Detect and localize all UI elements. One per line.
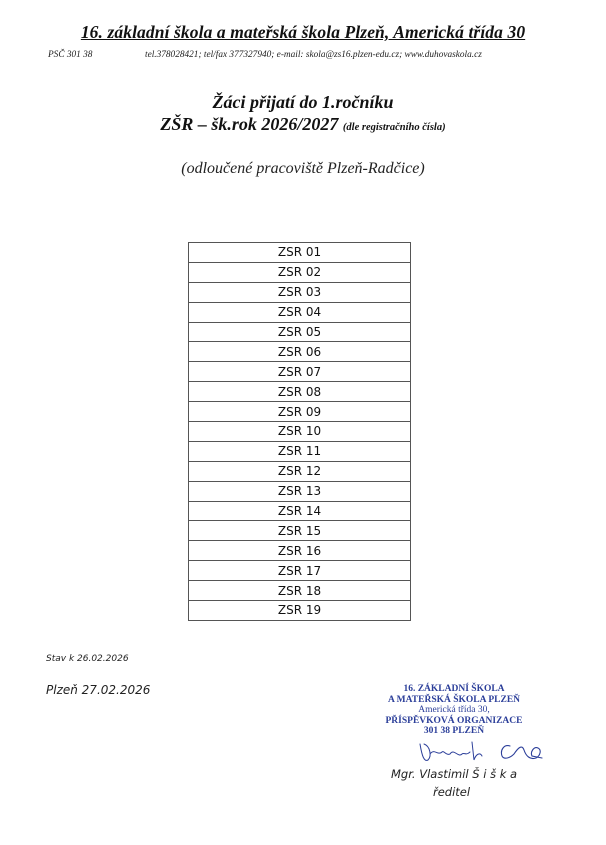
student-registration-number: ZSR 15 bbox=[189, 521, 411, 541]
school-psc: PSČ 301 38 bbox=[48, 50, 93, 60]
student-registration-number: ZSR 02 bbox=[189, 262, 411, 282]
table-row bbox=[189, 521, 411, 541]
stamp-line: Americká třída 30, bbox=[418, 705, 490, 715]
student-registration-number: ZSR 01 bbox=[189, 243, 411, 263]
document-subtitle-line bbox=[0, 114, 606, 135]
stamp-line: 16. ZÁKLADNÍ ŠKOLA bbox=[403, 684, 505, 694]
place-date: Plzeň 27.02.2026 bbox=[46, 683, 151, 697]
student-registration-number: ZSR 10 bbox=[189, 422, 411, 442]
table-row bbox=[189, 581, 411, 601]
table-row bbox=[189, 302, 411, 322]
student-registration-number: ZSR 06 bbox=[189, 342, 411, 362]
student-registration-number: ZSR 17 bbox=[189, 561, 411, 581]
student-registration-number: ZSR 13 bbox=[189, 481, 411, 501]
table-row bbox=[189, 282, 411, 302]
table-row bbox=[189, 382, 411, 402]
table-row bbox=[189, 601, 411, 621]
table-row bbox=[189, 262, 411, 282]
student-registration-number: ZSR 16 bbox=[189, 541, 411, 561]
status-date: Stav k 26.02.2026 bbox=[46, 654, 129, 664]
table-row bbox=[189, 342, 411, 362]
branch-location: (odloučené pracoviště Plzeň-Radčice) bbox=[181, 160, 425, 177]
table-row bbox=[189, 441, 411, 461]
table-row bbox=[189, 541, 411, 561]
signer-name: Mgr. Vlastimil Š i š k a bbox=[391, 767, 518, 781]
table-row bbox=[189, 481, 411, 501]
registration-note: (dle registračního čísla) bbox=[342, 122, 446, 133]
student-registration-number: ZSR 08 bbox=[189, 382, 411, 402]
school-year-label: ZŠR – šk.rok 2026/2027 bbox=[160, 114, 339, 134]
table-row bbox=[189, 362, 411, 382]
school-contact: tel.378028421; tel/fax 377327940; e-mail: skola@zs16.plzen-edu.cz; www.duhovaskola.cz bbox=[145, 50, 482, 60]
student-registration-number: ZSR 12 bbox=[189, 461, 411, 481]
student-registration-number: ZSR 05 bbox=[189, 322, 411, 342]
students-table bbox=[188, 242, 411, 621]
stamp-line: 301 38 PLZEŇ bbox=[423, 726, 485, 736]
signer-role: ředitel bbox=[433, 785, 471, 799]
student-registration-number: ZSR 09 bbox=[189, 402, 411, 422]
student-registration-number: ZSR 03 bbox=[189, 282, 411, 302]
document-title: Žáci přijatí do 1.ročníku bbox=[212, 92, 394, 112]
table-row bbox=[189, 461, 411, 481]
student-registration-number: ZSR 14 bbox=[189, 501, 411, 521]
school-header-title: 16. základní škola a mateřská škola Plzeň, Americká třída 30 bbox=[80, 22, 526, 42]
student-registration-number: ZSR 07 bbox=[189, 362, 411, 382]
table-row bbox=[189, 243, 411, 263]
student-registration-number: ZSR 04 bbox=[189, 302, 411, 322]
table-row bbox=[189, 422, 411, 442]
stamp-line: A MATEŘSKÁ ŠKOLA PLZEŇ bbox=[387, 694, 521, 705]
table-row bbox=[189, 402, 411, 422]
student-registration-number: ZSR 19 bbox=[189, 601, 411, 621]
student-registration-number: ZSR 18 bbox=[189, 581, 411, 601]
table-row bbox=[189, 322, 411, 342]
stamp-line: PŘÍSPĚVKOVÁ ORGANIZACE bbox=[385, 715, 523, 726]
table-row bbox=[189, 561, 411, 581]
table-row bbox=[189, 501, 411, 521]
student-registration-number: ZSR 11 bbox=[189, 441, 411, 461]
handwritten-signature bbox=[414, 734, 554, 768]
school-stamp bbox=[370, 684, 538, 737]
